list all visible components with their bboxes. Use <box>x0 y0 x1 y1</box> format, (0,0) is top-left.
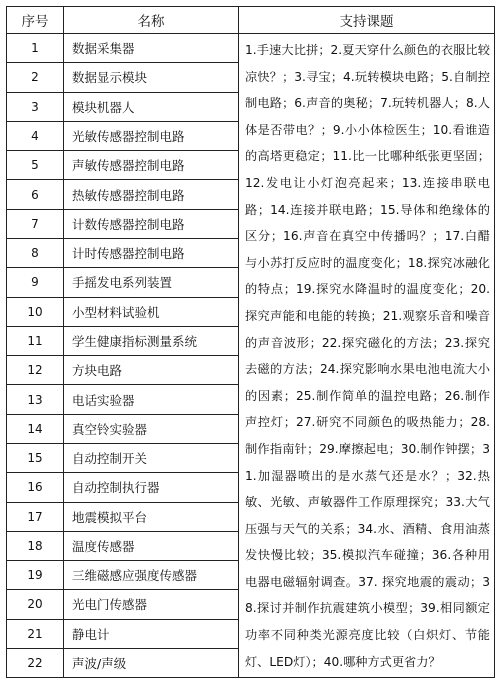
row-name: 声波/声级 <box>64 648 239 677</box>
row-index: 19 <box>7 561 64 590</box>
row-index: 13 <box>7 385 64 414</box>
equipment-topics-table <box>6 6 495 678</box>
row-name: 方块电路 <box>64 356 239 385</box>
row-index: 8 <box>7 238 64 267</box>
row-index: 15 <box>7 443 64 472</box>
row-index: 2 <box>7 63 64 92</box>
row-index: 5 <box>7 151 64 180</box>
table-body <box>7 34 495 678</box>
row-name: 地震模拟平台 <box>64 502 239 531</box>
row-name: 手摇发电系列装置 <box>64 268 239 297</box>
supported-topics-cell: 1.手速大比拼；2.夏天穿什么颜色的衣服比较凉快？；3.寻宝；4.玩转模块电路；5.自制控制电路；6.声音的奥秘；7.玩转机器人；8.人体是否带电？；9.小小体检医生；10.看谁造的高塔更稳定；11.比一比哪种纸张更坚固；12.发电让小灯泡亮起来；13.连接串联电路；14.连接并联电路；15.导体和绝缘体的区分；16.声音在真空中传播吗？；17.白醋与小苏打反应时的温度变化；18.探究冰融化的特点；19.探究水降温时的温度变化；20.探究声能和电能的转换；21.观察乐音和噪音的声音波形；22.探究磁化的方法；23.探究去磁的方法；24.探究影响水果电池电流大小的因素；25.制作简单的温控电路；26.制作声控灯；27.研究不同颜色的吸热能力；28.制作指南针；29.摩擦起电；30.制作钟摆；31.加湿器喷出的是水蒸气还是水？；32.热敏、光敏、声敏器件工作原理探究；33.大气压强与天气的关系；34.水、酒精、食用油蒸发快慢比较；35.模拟汽车碰撞；36.各种用电器电磁辐射调查。37. 探究地震的震动；38.探讨并制作抗震建筑小模型；39.相同额定功率不同种类光源亮度比较（白炽灯、节能灯、LED灯）；40.哪种方式更省力？ <box>239 34 495 678</box>
row-name: 光电门传感器 <box>64 590 239 619</box>
header-topics: 支持课题 <box>239 7 495 34</box>
row-index: 7 <box>7 209 64 238</box>
row-name: 光敏传感器控制电路 <box>64 121 239 150</box>
row-index: 12 <box>7 356 64 385</box>
table-header-row <box>7 7 495 34</box>
row-index: 9 <box>7 268 64 297</box>
row-name: 自动控制执行器 <box>64 473 239 502</box>
row-index: 6 <box>7 180 64 209</box>
table-row <box>7 34 495 63</box>
row-index: 17 <box>7 502 64 531</box>
row-name: 静电计 <box>64 619 239 648</box>
row-name: 热敏传感器控制电路 <box>64 180 239 209</box>
header-index: 序号 <box>7 7 64 34</box>
row-index: 10 <box>7 297 64 326</box>
row-index: 11 <box>7 326 64 355</box>
row-name: 学生健康指标测量系统 <box>64 326 239 355</box>
header-name: 名称 <box>64 7 239 34</box>
row-name: 数据采集器 <box>64 34 239 63</box>
row-index: 21 <box>7 619 64 648</box>
row-index: 18 <box>7 531 64 560</box>
row-index: 14 <box>7 414 64 443</box>
row-index: 4 <box>7 121 64 150</box>
row-index: 1 <box>7 34 64 63</box>
row-index: 20 <box>7 590 64 619</box>
row-name: 自动控制开关 <box>64 443 239 472</box>
row-name: 温度传感器 <box>64 531 239 560</box>
row-name: 计时传感器控制电路 <box>64 238 239 267</box>
row-name: 声敏传感器控制电路 <box>64 151 239 180</box>
row-name: 数据显示模块 <box>64 63 239 92</box>
row-name: 计数传感器控制电路 <box>64 209 239 238</box>
row-name: 真空铃实验器 <box>64 414 239 443</box>
row-index: 22 <box>7 648 64 677</box>
row-name: 小型材料试验机 <box>64 297 239 326</box>
row-name: 电话实验器 <box>64 385 239 414</box>
row-name: 模块机器人 <box>64 92 239 121</box>
row-index: 3 <box>7 92 64 121</box>
row-name: 三维磁感应强度传感器 <box>64 561 239 590</box>
row-index: 16 <box>7 473 64 502</box>
